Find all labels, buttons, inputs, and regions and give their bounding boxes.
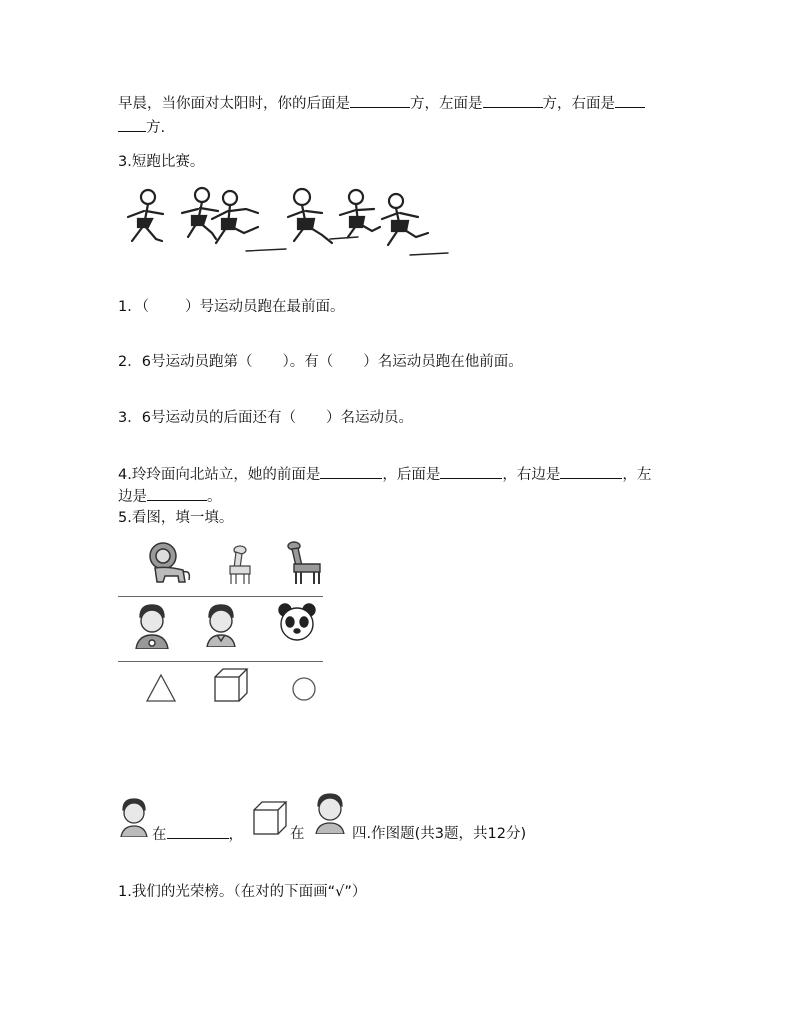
small-giraffe-icon — [222, 542, 256, 586]
panda-icon — [277, 602, 317, 646]
runner-icon — [182, 188, 218, 239]
question-morning — [118, 93, 645, 114]
giraffe-icon — [284, 540, 324, 586]
grid-divider — [118, 661, 323, 662]
answer-blank[interactable] — [118, 117, 146, 132]
q4-text-1: 4.玲玲面向北站立，她的前面是 — [118, 467, 321, 483]
q3-sub2-prefix: 2．6号运动员跑第（ — [118, 354, 253, 370]
runner-icon — [288, 189, 332, 243]
boy-icon — [118, 797, 150, 837]
fill-word-1: 在 — [152, 827, 167, 843]
cube-icon — [252, 800, 288, 836]
q3-sub1-suffix: ）号运动员跑在最前面。 — [184, 299, 345, 315]
q3-sub2-suffix: ）名运动员跑在他前面。 — [363, 354, 523, 370]
section4-heading: 四.作图题(共3题，共12分) — [352, 826, 527, 842]
runner-icon — [212, 191, 258, 243]
triangle-icon — [145, 672, 177, 704]
runner-icon — [128, 190, 163, 241]
q-morning-text-3: 方，右面是 — [542, 96, 615, 112]
runners-figure — [118, 183, 450, 261]
q-morning-text-4: 方. — [146, 120, 166, 136]
question-morning-line2 — [118, 117, 165, 138]
answer-blank[interactable] — [560, 464, 622, 479]
answer-blank[interactable] — [320, 464, 382, 479]
answer-blank[interactable] — [350, 93, 410, 108]
runner-icon — [340, 190, 380, 237]
boy-icon — [132, 603, 172, 649]
q4-text-4: ，左 — [622, 467, 652, 483]
section4-q1: 1.我们的光荣榜。（在对的下面画“√”） — [118, 884, 367, 900]
fill-comma: ， — [228, 827, 243, 843]
q4-line1 — [118, 464, 651, 485]
q4-line2 — [118, 486, 222, 507]
q-morning-text-2: 方，左面是 — [410, 96, 483, 112]
q3-sub2 — [118, 352, 523, 372]
q4-text-5: 边是 — [118, 489, 147, 505]
q3-sub3-prefix: 3．6号运动员的后面还有（ — [118, 410, 296, 426]
q4-text-2: ，后面是 — [382, 467, 441, 483]
answer-blank[interactable] — [483, 93, 543, 108]
fill-word-2: 在 — [290, 826, 305, 842]
boy-icon — [312, 792, 348, 834]
answer-blank[interactable] — [167, 824, 229, 839]
grid-divider — [118, 596, 323, 597]
q3-sub1-prefix: 1．（ — [118, 299, 149, 315]
answer-blank[interactable] — [147, 486, 207, 501]
q3-sub3 — [118, 408, 413, 428]
q3-sub3-suffix: ）名运动员。 — [325, 410, 413, 426]
circle-icon — [290, 675, 318, 703]
fill-in-line — [152, 824, 243, 845]
q5-title: 5.看图，填一填。 — [118, 510, 234, 526]
cube-icon — [213, 667, 249, 703]
q3-sub1 — [118, 297, 344, 317]
lion-icon — [145, 540, 195, 586]
q4-text-3: ，右边是 — [502, 467, 561, 483]
q3-title: 3.短跑比赛。 — [118, 154, 205, 170]
q4-text-6: 。 — [207, 489, 222, 505]
runner-icon — [382, 194, 428, 245]
answer-blank[interactable] — [440, 464, 502, 479]
boy-icon — [203, 603, 239, 647]
q3-sub2-mid: ）。有（ — [282, 354, 334, 370]
q-morning-text-1: 早晨，当你面对太阳时，你的后面是 — [118, 96, 350, 112]
answer-blank[interactable] — [615, 93, 645, 108]
